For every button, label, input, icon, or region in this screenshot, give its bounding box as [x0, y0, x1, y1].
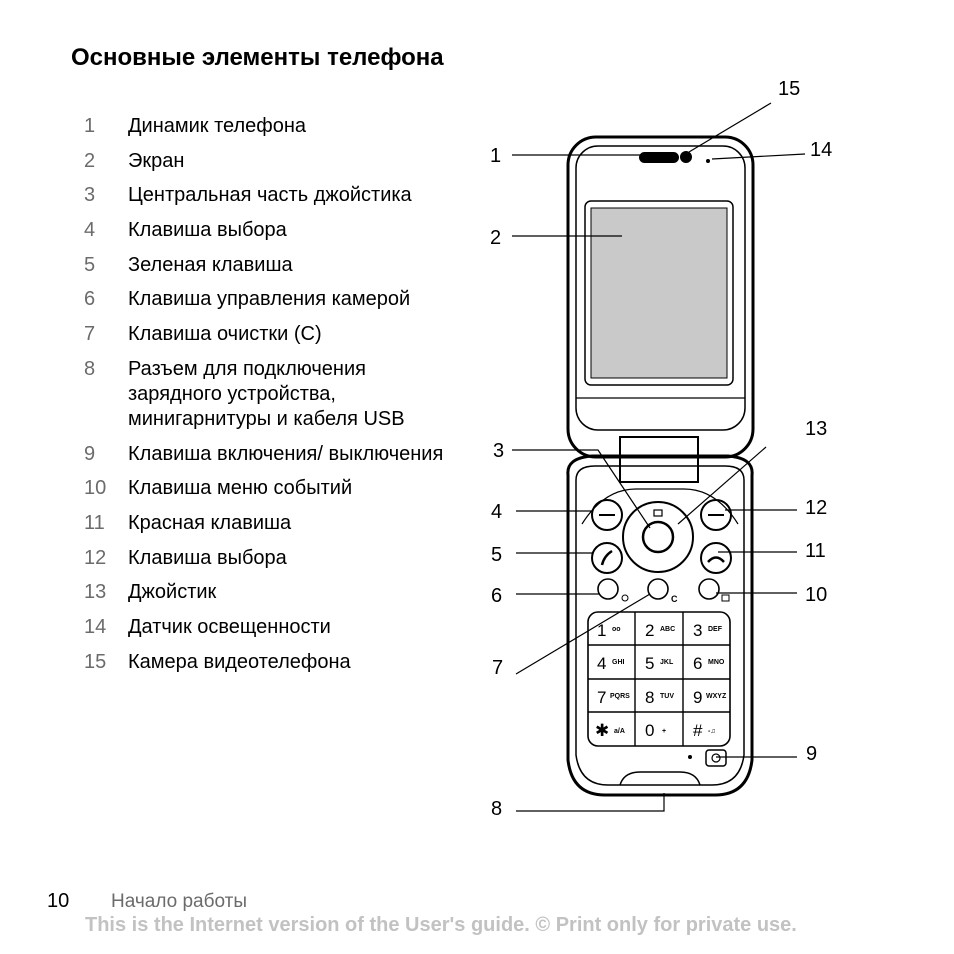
page-title: Основные элементы телефона: [71, 44, 444, 71]
indicator-dot: [688, 755, 692, 759]
key-letters: PQRS: [610, 693, 630, 700]
legend-text: Экран: [128, 149, 185, 172]
key-letters: ABC: [660, 626, 676, 633]
legend-number: 15: [84, 650, 107, 673]
callout-label: 2: [490, 227, 502, 249]
key-digit: 0: [645, 721, 655, 740]
legend-text: Клавиша выбора: [128, 219, 287, 242]
legend-number: 12: [84, 546, 107, 569]
legend-number: 4: [84, 219, 96, 242]
key-digit: 8: [645, 688, 655, 707]
key-digit: 1: [597, 621, 607, 640]
callout-label: 12: [805, 497, 828, 519]
callout-label: 1: [490, 145, 502, 167]
joystick-mark-icon: [654, 510, 662, 516]
callout-label: 6: [491, 585, 503, 607]
legend-text: Красная клавиша: [128, 511, 292, 534]
legend-number: 1: [84, 115, 96, 137]
callout-label: 7: [492, 657, 504, 679]
legend-number: 6: [84, 288, 96, 311]
end-call-icon: [708, 558, 724, 563]
callout-label: 4: [491, 501, 503, 523]
key-letters: JKL: [660, 659, 674, 666]
callout-label: 10: [805, 584, 828, 606]
key-digit: ✱: [595, 721, 610, 740]
callout-label: 15: [778, 78, 801, 100]
key-digit: 3: [693, 621, 703, 640]
call-icon: [602, 551, 612, 565]
key-digit: #: [693, 721, 703, 740]
joystick-ring: [623, 502, 693, 572]
joystick-center: [643, 522, 673, 552]
clear-key: [648, 579, 668, 599]
clear-key-label: C: [671, 594, 678, 604]
bottom-connector: [620, 772, 700, 785]
key-letters: oo: [612, 626, 621, 633]
legend-text: Клавиша очистки (C): [128, 323, 322, 346]
callout-label: 8: [491, 798, 503, 820]
key-digit: 5: [645, 654, 655, 673]
key-letters: WXYZ: [706, 693, 727, 700]
screen: [591, 208, 727, 378]
legend-number: 3: [84, 184, 96, 207]
legend-text: Динамик телефона: [128, 115, 307, 137]
legend-text: Датчик освещенности: [128, 615, 331, 638]
key-letters: MNO: [708, 659, 725, 666]
legend-text: Зеленая клавиша: [128, 253, 293, 276]
legend-number: 2: [84, 149, 96, 172]
legend-number: 7: [84, 323, 96, 346]
legend-number: 9: [84, 442, 96, 465]
key-digit: 6: [693, 654, 703, 673]
key-letters: a/A: [614, 728, 625, 735]
legend-text: Центральная часть джойстика: [128, 184, 412, 207]
callout-label: 14: [810, 139, 833, 161]
legend-number: 14: [84, 615, 107, 638]
key-digit: 4: [597, 654, 607, 673]
legend-number: 5: [84, 253, 96, 276]
callout-label: 13: [805, 418, 828, 440]
key-digit: 9: [693, 688, 703, 707]
activity-key-icon: [722, 595, 729, 601]
callout-label: 5: [491, 544, 503, 566]
callout-label: 11: [805, 540, 826, 562]
legend-text: Клавиша выбора: [128, 546, 287, 569]
legend-text: Клавиша управления камерой: [128, 288, 411, 311]
legend-text: Камера видеотелефона: [128, 650, 351, 673]
legend-number: 11: [84, 511, 105, 534]
legend-text: Джойстик: [128, 581, 217, 604]
legend-text: Клавиша меню событий: [128, 477, 353, 500]
legend-text: Клавиша включения/ выключения: [128, 442, 444, 465]
page-number: 10: [47, 890, 70, 912]
hinge: [620, 437, 698, 482]
legend-number: 13: [84, 581, 107, 604]
legend-number: 10: [84, 477, 107, 500]
speaker-icon: [640, 153, 678, 162]
key-letters: TUV: [660, 693, 674, 700]
legend-text: Разъем для подключения зарядного устройства, минигарнитуры и кабеля USB: [128, 357, 405, 430]
legend-number: 8: [84, 357, 96, 380]
key-letters: +: [662, 728, 667, 735]
green-key: [592, 543, 622, 573]
key-letters: -♫: [708, 728, 716, 735]
callout-label: 3: [493, 440, 505, 462]
key-letters: DEF: [708, 626, 722, 633]
section-name: Начало работы: [111, 891, 248, 912]
callout-label: 9: [806, 743, 818, 765]
camera-icon: [681, 152, 691, 162]
camera-key: [598, 579, 618, 599]
power-key: [706, 750, 726, 766]
light-sensor-icon: [706, 159, 710, 163]
key-digit: 7: [597, 688, 607, 707]
key-digit: 2: [645, 621, 655, 640]
copyright-note: This is the Internet version of the User's guide. © Print only for private use.: [85, 914, 797, 936]
activity-key: [699, 579, 719, 599]
key-letters: GHI: [612, 659, 625, 666]
camera-key-icon: [622, 595, 628, 601]
